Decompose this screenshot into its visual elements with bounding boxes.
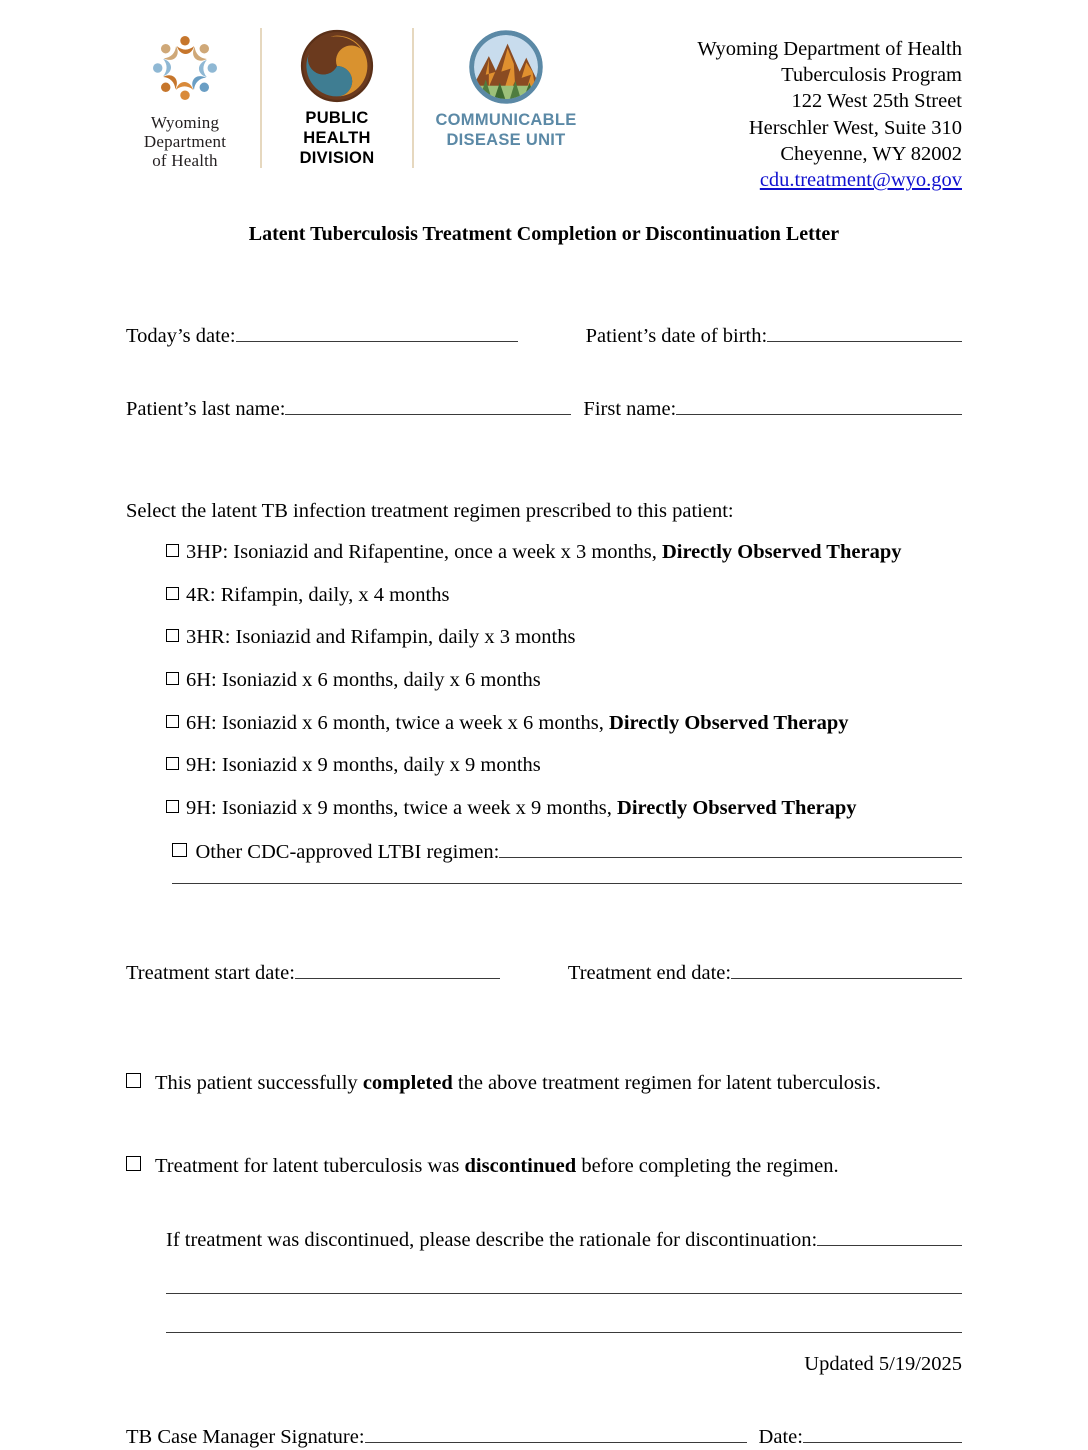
checkbox-icon[interactable] (166, 757, 179, 770)
checkbox-icon[interactable] (166, 800, 179, 813)
completed-statement-text: This patient successfully completed the above treatment regimen for latent tuberculosis. (155, 1071, 881, 1094)
agency-logo-bar (126, 26, 582, 170)
treatment-start-label: Treatment start date: (126, 962, 295, 985)
communicable-disease-unit-caption (435, 111, 576, 151)
wyoming-department-of-health-logo (126, 28, 244, 170)
regimen-option-9h-daily[interactable] (166, 753, 962, 779)
first-name-label: First name: (583, 397, 677, 420)
regimen-prompt: Select the latent TB infection treatment regimen prescribed to this patient: (126, 499, 734, 522)
discontinued-statement-row[interactable] (126, 1154, 962, 1180)
regimen-option-label: 3HP: Isoniazid and Rifapentine, once a week x 3 months, Directly Observed Therapy (186, 541, 902, 564)
regimen-option-label: 9H: Isoniazid x 9 months, twice a week x 9 months, Directly Observed Therapy (186, 796, 857, 819)
wyoming-doh-caption-line-2: Department (143, 132, 227, 152)
todays-date-input[interactable] (236, 322, 518, 341)
regimen-option-label: 9H: Isoniazid x 9 months, daily x 9 months (186, 754, 541, 777)
completed-statement-row[interactable] (126, 1071, 962, 1097)
cdu-caption-line-1: COMMUNICABLE (435, 111, 577, 129)
date-row (126, 322, 962, 349)
phd-caption-line-3: DIVISION (299, 148, 375, 167)
wyoming-doh-caption (144, 113, 226, 170)
agency-address-block (697, 26, 962, 193)
public-health-division-caption (300, 109, 375, 168)
regimen-option-list (126, 540, 962, 883)
regimen-option-label: 6H: Isoniazid x 6 months, daily x 6 months (186, 669, 541, 692)
signature-date-input[interactable] (803, 1423, 962, 1442)
treatment-end-label: Treatment end date: (567, 962, 732, 985)
phd-caption-line-2: HEALTH (303, 128, 371, 147)
checkbox-icon[interactable] (126, 1073, 141, 1088)
checkbox-icon[interactable] (166, 629, 179, 642)
treatment-dates-row (126, 960, 962, 987)
checkbox-icon[interactable] (166, 587, 179, 600)
regimen-option-3hp[interactable] (166, 540, 962, 566)
treatment-end-input[interactable] (731, 960, 962, 979)
phd-caption-line-1: PUBLIC (305, 109, 369, 127)
treatment-start-input[interactable] (295, 960, 500, 979)
mountain-badge-icon (467, 28, 545, 106)
regimen-option-label: 6H: Isoniazid x 6 month, twice a week x 6 months, Directly Observed Therapy (186, 711, 849, 734)
regimen-option-6h-daily[interactable] (166, 668, 962, 694)
signature-date-label: Date: (758, 1425, 803, 1448)
discontinued-statement-text: Treatment for latent tuberculosis was discontinued before completing the regimen. (155, 1155, 839, 1178)
public-health-division-logo (278, 28, 396, 168)
regimen-option-label: 3HR: Isoniazid and Rifampin, daily x 3 months (186, 626, 576, 649)
updated-date: Updated 5/19/2025 (804, 1353, 962, 1375)
rationale-input-line-1[interactable] (817, 1226, 962, 1245)
regimen-option-other[interactable] (172, 839, 962, 866)
contact-email-link[interactable]: cdu.treatment@wyo.gov (759, 169, 962, 192)
logo-divider-1 (260, 28, 262, 168)
rationale-row (166, 1226, 962, 1253)
page-title: Latent Tuberculosis Treatment Completion or Discontinuation Letter (248, 223, 840, 246)
signature-row (126, 1423, 962, 1450)
regimen-option-4r[interactable] (166, 583, 962, 609)
address-line-4: Herschler West, Suite 310 (748, 116, 962, 139)
wyoming-doh-caption-line-3: of Health (152, 151, 218, 171)
date-of-birth-label: Patient’s date of birth: (585, 324, 768, 347)
signature-label: TB Case Manager Signature: (126, 1425, 365, 1448)
first-name-input[interactable] (676, 396, 962, 415)
checkbox-icon[interactable] (166, 672, 179, 685)
todays-date-label: Today’s date: (126, 324, 236, 347)
date-of-birth-input[interactable] (767, 322, 962, 341)
swirl-circle-icon (299, 28, 375, 104)
regimen-option-6h-dot[interactable] (166, 711, 962, 737)
cdu-caption-line-2: DISEASE UNIT (446, 130, 566, 149)
address-line-2: Tuberculosis Program (781, 64, 962, 87)
address-line-1: Wyoming Department of Health (697, 38, 962, 60)
address-line-5: Cheyenne, WY 82002 (780, 142, 962, 165)
regimen-option-label: 4R: Rifampin, daily, x 4 months (186, 583, 450, 606)
last-name-label: Patient’s last name: (126, 397, 286, 420)
regimen-option-3hr[interactable] (166, 625, 962, 651)
checkbox-icon[interactable] (126, 1156, 141, 1171)
page-header (0, 0, 1088, 193)
name-row (126, 396, 962, 423)
wyoming-doh-caption-line-1: Wyoming (150, 113, 220, 132)
logo-divider-2 (412, 28, 414, 168)
regimen-option-other-label: Other CDC-approved LTBI regimen: (195, 841, 500, 864)
regimen-other-input[interactable] (499, 839, 962, 858)
form-body (0, 246, 1088, 1450)
rationale-label: If treatment was discontinued, please describe the rationale for discontinuation: (166, 1228, 818, 1251)
signature-input[interactable] (365, 1423, 747, 1442)
checkbox-icon[interactable] (166, 544, 179, 557)
last-name-input[interactable] (285, 396, 571, 415)
communicable-disease-unit-logo (430, 28, 582, 151)
address-line-3: 122 West 25th Street (791, 90, 962, 113)
people-circle-icon (139, 28, 231, 108)
checkbox-icon[interactable] (172, 843, 187, 858)
checkbox-icon[interactable] (166, 715, 179, 728)
regimen-option-9h-dot[interactable] (166, 796, 962, 822)
